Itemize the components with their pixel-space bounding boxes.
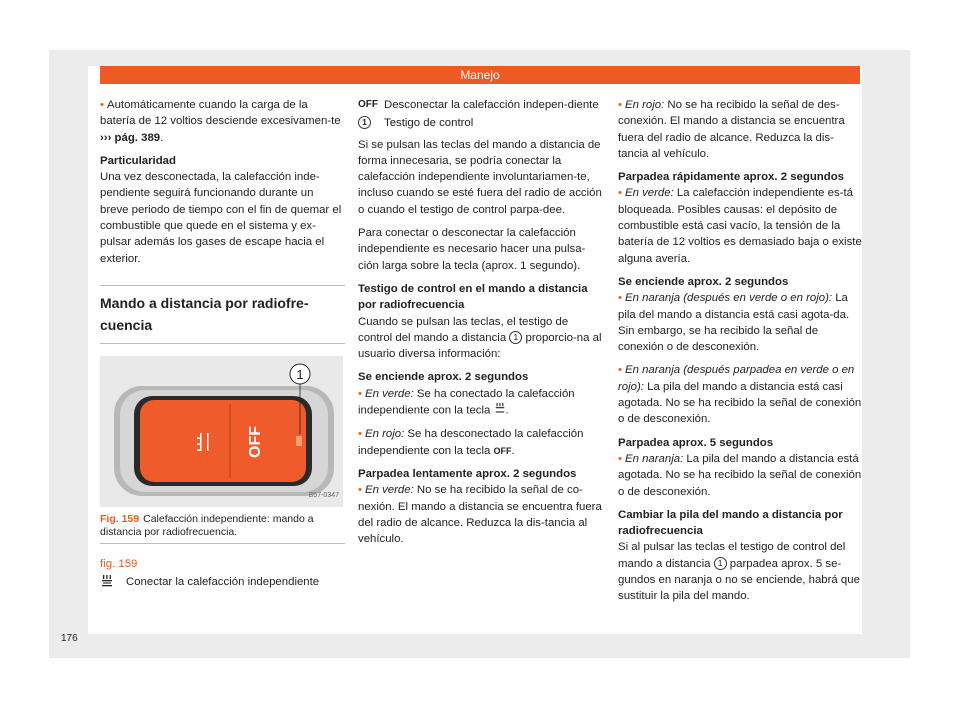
- bullet-orange-then: • En naranja (después en verde o en rojo): La pila del mando a distancia está casi agota-da. Sin embargo, se ha recibido la señal de conexión o de desconexión.: [618, 292, 850, 354]
- column-3: [618, 97, 863, 612]
- paragraph-change-battery: Si al pulsar las teclas el testigo de control del mando a distancia 1 parpadea aprox. 5 se-gundos en naranja o no se enciende, habrá que sustituir la pila del mando.: [618, 541, 860, 603]
- bullet-red-slow: • En rojo: No se ha recibido la señal de des-conexión. El mando a distancia se encuentra fuera del radio de alcance. Reduzca la dis-tancia al vehículo.: [618, 99, 845, 160]
- page-number: 176: [61, 633, 78, 644]
- heading-5s-blink: Parpadea aprox. 5 segundos: [618, 436, 774, 449]
- heading-fast-blink: Parpadea rápidamente aprox. 2 segundos: [618, 171, 844, 184]
- legend-off: OFF Desconectar la calefacción indepen-diente: [358, 97, 603, 113]
- column-1: [100, 97, 345, 597]
- paragraph-long-press: Para conectar o desconectar la calefacción independiente es necesario hacer una pulsa-ción larga sobre la tecla (aprox. 1 segundo).: [358, 227, 586, 272]
- column-2: [358, 97, 603, 554]
- bullet-orange-5s: • En naranja: La pila del mando a distancia está agotada. No se ha recibido la señal de conexión o de desconexión.: [618, 452, 862, 498]
- bullet-orange-blink: • En naranja (después parpadea en verde o en rojo): La pila del mando a distancia está casi agotada. No se ha recibido la señal de conexión o de desconexión.: [618, 364, 862, 426]
- paragraph-unnecessary-press: Si se pulsan las teclas del mando a distancia de forma innecesaria, se podría conectar la calefacción independiente involuntariamen-te, incluso cuando se esté fuera del radio de acción o cuando el testigo de control parpa-dee.: [358, 138, 602, 216]
- heater-icon: [100, 574, 126, 594]
- legend-indicator: 1 Testigo de control: [358, 115, 603, 131]
- section-title: Mando a distancia por radiofre-cuencia: [100, 285, 345, 344]
- off-button-label: OFF: [247, 425, 264, 458]
- remote-control-figure: [100, 356, 343, 507]
- heading-testigo: Testigo de control en el mando a distancia por radiofrecuencia: [358, 282, 588, 312]
- figure-code: B57-0347: [308, 491, 339, 499]
- heading-particularidad: Particularidad: [100, 154, 176, 167]
- bullet-dot: •: [100, 99, 104, 111]
- heading-slow-blink: Parpadea lentamente aprox. 2 segundos: [358, 467, 577, 480]
- heading-on-2s: Se enciende aprox. 2 segundos: [358, 371, 529, 384]
- off-icon: OFF: [493, 445, 512, 456]
- figure-reference: fig. 159: [100, 557, 138, 570]
- heading-on-2s: Se enciende aprox. 2 segundos: [618, 275, 789, 288]
- bullet-green-on: • En verde: Se ha conectado la calefacción independiente con la tecla .: [358, 386, 603, 420]
- bullet-green-fast: • En verde: La calefacción independiente es-tá bloqueada. Posibles causas: el depósito de combustible está casi vacío, la tensión de la batería de 12 voltios es demasiado baja o existe alguna avería.: [618, 187, 862, 265]
- indicator-number: 1: [714, 557, 727, 570]
- bullet-automatic: • Automáticamente cuando la carga de la batería de 12 voltios desciende excesivamen-te ››› pág. 389.: [100, 99, 341, 144]
- remote-control-illustration: [100, 356, 343, 507]
- bullet-red-on: • En rojo: Se ha desconectado la calefacción independiente con la tecla OFF.: [358, 428, 584, 457]
- paragraph-particularidad: Una vez desconectada, la calefacción inde-pendiente seguirá funcionando durante un breve periodo de tiempo con el fin de quemar el combustible que quede en el sistema y ex-pulsar además los gases de escape hacia el exterior.: [100, 171, 342, 265]
- paragraph-testigo: Cuando se pulsan las teclas, el testigo de control del mando a distancia 1 proporcio-na al usuario diversa información:: [358, 315, 602, 361]
- heading-change-battery: Cambiar la pila del mando a distancia por radiofrecuencia: [618, 508, 843, 538]
- indicator-number: 1: [358, 116, 371, 129]
- section-header: Manejo: [100, 66, 860, 84]
- legend-heat: Conectar la calefacción independiente: [100, 574, 345, 594]
- callout-number: 1: [296, 366, 304, 382]
- figure-caption: Fig. 159 Calefacción independiente: mando a distancia por radiofrecuencia.: [100, 513, 345, 544]
- bullet-green-slow: • En verde: No se ha recibido la señal de co-nexión. El mando a distancia se encuentra fuera del radio de alcance. Reduzca la dis-tancia al vehículo.: [358, 484, 602, 546]
- off-icon: OFF: [358, 99, 378, 110]
- heater-icon: [494, 402, 506, 419]
- page-reference-link[interactable]: ››› pág. 389: [100, 131, 161, 144]
- indicator-number: 1: [509, 331, 522, 344]
